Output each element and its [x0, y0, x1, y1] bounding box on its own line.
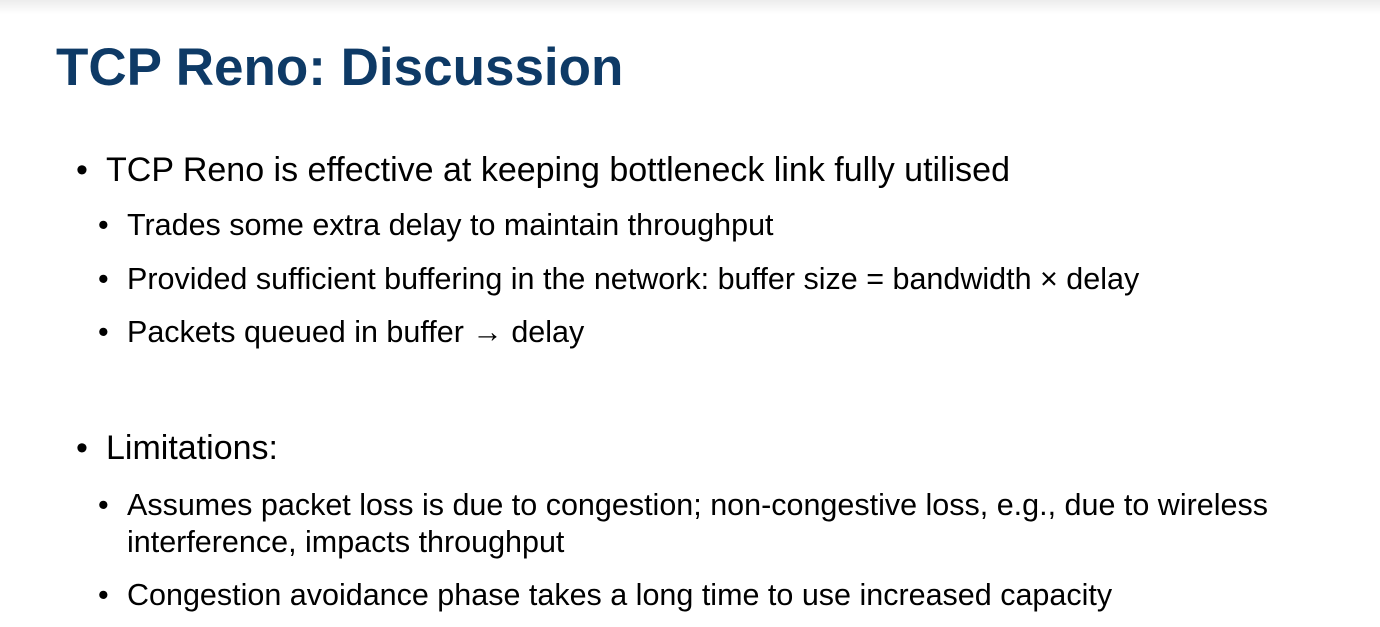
- bullet-text: Packets queued in buffer → delay: [127, 315, 585, 349]
- bullet-dot-icon: •: [76, 151, 88, 189]
- bullet-dot-icon: •: [98, 262, 109, 296]
- bullet-main: [76, 428, 278, 468]
- bullet-sub: [98, 487, 1358, 561]
- bullet-text: Congestion avoidance phase takes a long time to use increased capacity: [127, 578, 1113, 612]
- bullet-text: Limitations:: [106, 429, 278, 467]
- bullet-dot-icon: •: [98, 208, 109, 242]
- slide-title: TCP Reno: Discussion: [56, 38, 624, 97]
- bullet-dot-icon: •: [98, 315, 109, 349]
- bullet-sub: [98, 577, 1112, 614]
- bullet-sub: [98, 314, 584, 351]
- bullet-sub: [98, 261, 1139, 298]
- bullet-dot-icon: •: [76, 429, 88, 467]
- bullet-dot-icon: •: [98, 488, 109, 522]
- top-shade: [0, 0, 1380, 14]
- bullet-text: Trades some extra delay to maintain throughput: [127, 208, 774, 242]
- bullet-text: Provided sufficient buffering in the network: buffer size = bandwidth × delay: [127, 262, 1140, 296]
- bullet-text: TCP Reno is effective at keeping bottleneck link fully utilised: [106, 151, 1011, 189]
- bullet-dot-icon: •: [98, 578, 109, 612]
- bullet-sub: [98, 207, 774, 244]
- bullet-text: Assumes packet loss is due to congestion; non-congestive loss, e.g., due to wireless interference, impacts throughput: [127, 488, 1268, 559]
- bullet-main: [76, 150, 1010, 190]
